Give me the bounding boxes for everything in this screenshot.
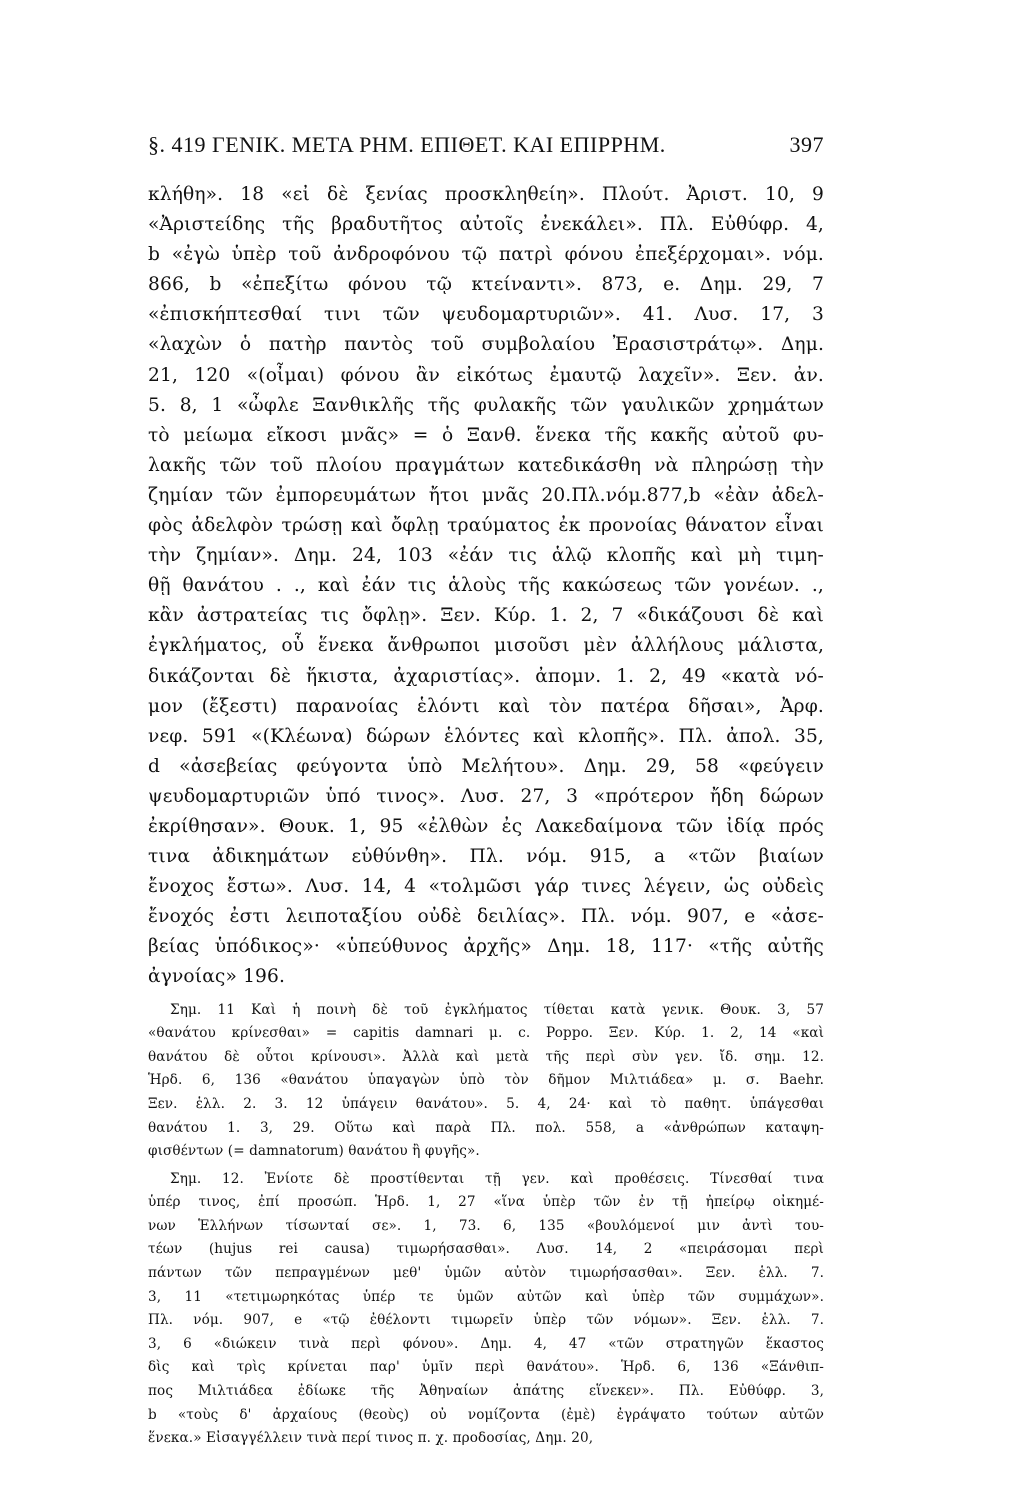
text-line: ἐκρίθησαν». Θουκ. 1, 95 «ἐλθὼν ἐς Λακεδαίμονα τῶν ἰδίᾳ πρός: [148, 815, 824, 837]
text-line: κἂν ἀστρατείας τις ὄφλῃ». Ξεν. Κύρ. 1. 2, 7 «δικάζουσι δὲ καὶ: [148, 605, 824, 627]
text-line: βείας ὑπόδικος»· «ὑπεύθυνος ἀρχῆς» Δημ. 18, 117· «τῆς αὐτῆς: [148, 936, 824, 958]
footnote-line: τέων (hujus rei causa) τιμωρήσασθαι». Λυσ. 14, 2 «πειράσομαι περὶ: [148, 1241, 824, 1258]
section-heading: §. 419 ΓΕΝΙΚ. ΜΕΤΑ ΡΗΜ. ΕΠΙΘΕΤ. ΚΑΙ ΕΠΙΡΡΗΜ.: [148, 132, 666, 157]
page: [148, 132, 824, 1455]
text-line: δικάζονται δὲ ἥκιστα, ἀχαριστίας». ἀπομν. 1. 2, 49 «κατὰ νό-: [148, 665, 824, 687]
footnote-line: «θανάτου κρίνεσθαι» = capitis damnari μ. c. Poppo. Ξεν. Κύρ. 1. 2, 14 «καὶ: [148, 1025, 824, 1042]
page-number: 397: [789, 132, 824, 157]
main-text: [148, 180, 824, 993]
footnote-line: ὑπέρ τινος, ἐπί προσώπ. Ἡρδ. 1, 27 «ἵνα ὑπὲρ τῶν ἐν τῇ ἠπείρῳ οἰκημέ-: [148, 1194, 824, 1211]
footnote-line: Ξεν. ἑλλ. 2. 3. 12 ὑπάγειν θανάτου». 5. 4, 24· καὶ τὸ παθητ. ὑπάγεσθαι: [148, 1095, 824, 1112]
footnote-line: Σημ. 11 Καὶ ἡ ποινὴ δὲ τοῦ ἐγκλήματος τίθεται κατὰ γενικ. Θουκ. 3, 57: [170, 1001, 824, 1018]
text-line: «λαχὼν ὁ πατὴρ παντὸς τοῦ συμβολαίου Ἐρασιστράτῳ». Δημ.: [148, 334, 824, 356]
text-line: τὸ μείωμα εἴκοσι μνᾶς» = ὁ Ξανθ. ἕνεκα τῆς κακῆς αὐτοῦ φυ-: [148, 424, 824, 446]
footnote-12: [148, 1168, 824, 1451]
text-line: ἔνοχός ἐστι λειποταξίου οὐδὲ δειλίας». Πλ. νόμ. 907, e «ἀσε-: [148, 906, 824, 928]
footnote-line: 3, 11 «τετιμωρηκότας ὑπέρ τε ὑμῶν αὐτῶν καὶ ὑπὲρ τῶν συμμάχων».: [148, 1288, 824, 1305]
text-line: 5. 8, 1 «ὦφλε Ξανθικλῆς τῆς φυλακῆς τῶν γαυλικῶν χρημάτων: [148, 394, 824, 416]
text-line: ζημίαν τῶν ἐμπορευμάτων ἤτοι μνᾶς 20.Πλ.νόμ.877,b «ἐὰν ἀδελ-: [148, 484, 824, 506]
text-line: «ἐπισκήπτεσθαί τινι τῶν ψευδομαρτυριῶν». 41. Λυσ. 17, 3: [148, 304, 824, 326]
footnote-line: φισθέντων (= damnatorum) θανάτου ἢ φυγῆς».: [148, 1143, 480, 1160]
text-line: τινα ἀδικημάτων εὐθύνθη». Πλ. νόμ. 915, a «τῶν βιαίων: [148, 846, 824, 868]
text-line: θῇ θανάτου . ., καὶ ἐάν τις ἁλοὺς τῆς κακώσεως τῶν γονέων. .,: [148, 575, 824, 597]
footnote-line: b «τοὺς δ' ἀρχαίους (θεοὺς) οὐ νομίζοντα (ἐμὲ) ἐγράψατο τούτων αὐτῶν: [148, 1406, 824, 1423]
footnote-line: θανάτου δὲ οὗτοι κρίνουσι». Ἀλλὰ καὶ μετὰ τῆς περὶ σὺν γεν. ἴδ. σημ. 12.: [148, 1048, 824, 1065]
text-line: d «ἀσεβείας φεύγοντα ὑπὸ Μελήτου». Δημ. 29, 58 «φεύγειν: [148, 755, 824, 777]
text-line: κλήθη». 18 «εἰ δὲ ξενίας προσκληθείη». Πλούτ. Ἀριστ. 10, 9: [148, 184, 824, 205]
text-line: ψευδομαρτυριῶν ὑπό τινος». Λυσ. 27, 3 «πρότερον ἤδη δώρων: [148, 785, 824, 807]
footnote-line: πάντων τῶν πεπραγμένων μεθ' ὑμῶν αὐτὸν τιμωρήσασθαι». Ξεν. ἑλλ. 7.: [148, 1265, 824, 1282]
footnote-line: θανάτου 1. 3, 29. Οὕτω καὶ παρὰ Πλ. πολ. 558, a «ἀνθρώπων καταψη-: [148, 1119, 824, 1136]
text-line: ἔνοχος ἔστω». Λυσ. 14, 4 «τολμῶσι γάρ τινες λέγειν, ὡς οὐδεὶς: [148, 876, 824, 898]
text-line: «Ἀριστείδης τῆς βραδυτῆτος αὐτοῖς ἐνεκάλει». Πλ. Εὐθύφρ. 4,: [148, 214, 824, 236]
text-line: 866, b «ἐπεξίτω φόνου τῷ κτείναντι». 873, e. Δημ. 29, 7: [148, 274, 824, 296]
running-header: [148, 132, 824, 158]
footnote-line: ἕνεκα.» Εἰσαγγέλλειν τινὰ περί τινος π. χ. προδοσίας, Δημ. 20,: [148, 1430, 594, 1447]
text-line: νεφ. 591 «(Κλέωνα) δώρων ἑλόντες καὶ κλοπῆς». Πλ. ἀπολ. 35,: [148, 725, 824, 747]
footnote-line: πος Μιλτιάδεα ἐδίωκε τῆς Ἀθηναίων ἀπάτης εἵνεκεν». Πλ. Εὐθύφρ. 3,: [148, 1383, 824, 1400]
footnote-line: νων Ἑλλήνων τίσωνταί σε». 1, 73. 6, 135 «βουλόμενοί μιν ἀντὶ του-: [148, 1217, 824, 1234]
footnote-line: δὶς καὶ τρὶς κρίνεται παρ' ὑμῖν περὶ θανάτου». Ἡρδ. 6, 136 «Ξάνθιπ-: [148, 1359, 824, 1376]
footnotes: [148, 999, 824, 1451]
text-line: τὴν ζημίαν». Δημ. 24, 103 «ἐάν τις ἁλῷ κλοπῆς καὶ μὴ τιμη-: [148, 545, 824, 567]
text-line: φὸς ἀδελφὸν τρώσῃ καὶ ὄφλῃ τραύματος ἐκ προνοίας θάνατον εἶναι: [148, 515, 824, 537]
text-line: ἀγνοίας» 196.: [148, 966, 286, 988]
footnote-11: [148, 999, 824, 1164]
footnote-line: Σημ. 12. Ἐνίοτε δὲ προστίθενται τῇ γεν. καὶ προθέσεις. Τίνεσθαί τινα: [170, 1170, 824, 1187]
text-line: b «ἐγὼ ὑπὲρ τοῦ ἀνδροφόνου τῷ πατρὶ φόνου ἐπεξέρχομαι». νόμ.: [148, 244, 824, 266]
text-line: λακῆς τῶν τοῦ πλοίου πραγμάτων κατεδικάσθη νὰ πληρώσῃ τὴν: [148, 454, 824, 476]
text-line: ἐγκλήματος, οὗ ἕνεκα ἄνθρωποι μισοῦσι μὲν ἀλλήλους μάλιστα,: [148, 635, 824, 657]
footnote-line: 3, 6 «διώκειν τινὰ περὶ φόνου». Δημ. 4, 47 «τῶν στρατηγῶν ἕκαστος: [148, 1335, 824, 1352]
footnote-line: Ἡρδ. 6, 136 «θανάτου ὑπαγαγὼν ὑπὸ τὸν δῆμον Μιλτιάδεα» μ. σ. Baehr.: [148, 1072, 824, 1089]
footnote-line: Πλ. νόμ. 907, e «τῷ ἐθέλοντι τιμωρεῖν ὑπὲρ τῶν νόμων». Ξεν. ἑλλ. 7.: [148, 1312, 824, 1329]
text-line: μον (ἔξεστι) παρανοίας ἑλόντι καὶ τὸν πατέρα δῆσαι», Ἀρφ.: [148, 695, 824, 717]
text-line: 21, 120 «(οἶμαι) φόνου ἂν εἰκότως ἐμαυτῷ λαχεῖν». Ξεν. ἀν.: [148, 364, 824, 386]
